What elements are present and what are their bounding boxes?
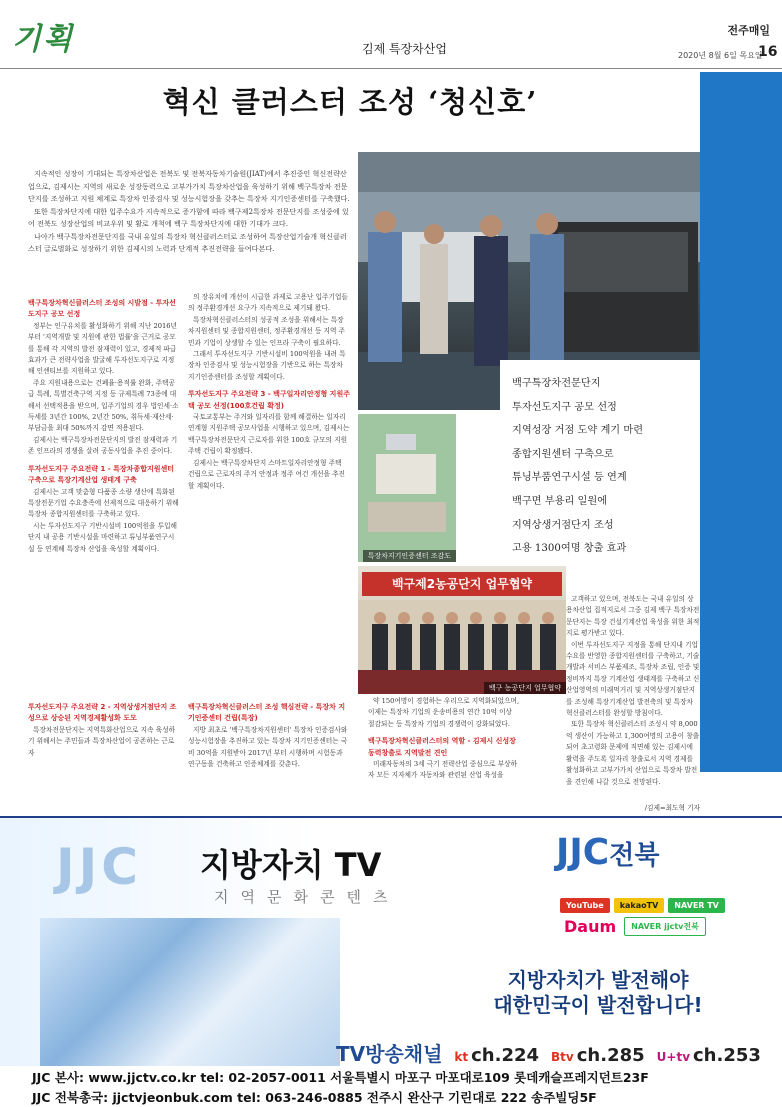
channel-number: ch.285 (576, 1045, 645, 1066)
lead-paragraph (28, 168, 350, 256)
paper-name: 전주매일 (727, 24, 770, 37)
body-column-5 (188, 696, 350, 812)
photo-scene (358, 414, 456, 562)
summary-list (512, 372, 700, 561)
ad-subtitle: 지역문화콘텐츠 (214, 888, 400, 906)
paragraph: 약 150여명이 경험하는 우리으로 지역화되었으며, 이제는 특장차 기업의 운송비용의 연간 10억 이상 절감되는 등 특장차 기업의 경쟁력이 강화되었다. (368, 697, 520, 728)
paragraph: 특장차전문단지는 지역특화산업으로 지속 육성하기 위해서는 주민들과 특장차산업이 공존하는 근로자 (28, 725, 176, 757)
jjc-right-text: JJC (556, 832, 610, 873)
body-column-2 (188, 292, 350, 694)
summary-line: 백구특장차전문단지 (512, 378, 601, 389)
ad-contacts (0, 1066, 782, 1107)
photo-caption: 특장차지기인증센터 조감도 (363, 550, 456, 562)
tv-channel-label: TV방송채널 (336, 1042, 443, 1066)
page-header (0, 0, 782, 72)
channel-btv (551, 1045, 645, 1066)
channel-number: ch.253 (693, 1045, 761, 1066)
jjc-right-sub: 전북 (609, 841, 660, 871)
subheading: 백구특장차혁신클러스터의 역할 - 김제시 신성장동력창출로 지역발전 견인 (368, 737, 516, 757)
summary-box (500, 360, 700, 576)
paragraph: 그래서 투자선도지구 기반시설비 100억원을 내려 특장차 인증검사 및 성능시험장을 기반으로 하는 특장차 지기인증센터를 조성할 계획이다. (188, 350, 346, 381)
channel-number: ch.224 (471, 1045, 540, 1066)
kt-logo: kt (454, 1050, 469, 1064)
summary-line: 고용 1300여명 창출 효과 (512, 543, 627, 555)
photo-scene (358, 566, 566, 694)
subheading: 백구특장차혁신클러스터 조성 핵심전략 - 특장차 지기인증센터 건립(특장) (188, 703, 346, 723)
lead-line: 나아가 백구특장차전문단지를 국내 유일의 특장차 혁신클러스터로 조성하여 특장산업기술개 혁신클러스터 글로벌화로 성장하기 위한 김제시의 노력과 단계적 추진전략을 들여다본다. (28, 231, 347, 253)
youtube-icon[interactable]: YouTube (560, 898, 610, 913)
paragraph: 미래자동차의 3세 극기 전략산업 중심으로 부상하자 모든 지자체가 자동차와 관련된 산업 육성을 (368, 760, 518, 780)
contact-line: JJC 전북총국: jjctvjeonbuk.com tel: 063-246-0885 전주시 완산구 기린대로 222 송주빌딩5F (32, 1090, 597, 1105)
paragraph: 국토교통부는 주거와 일자리를 함께 해결하는 일자리연계형 지원주택 공모사업을 시행하고 있으며, 김제시는 백구특장차전문단지 근로자를 위한 100호 규모의 지원주택 건립이 확정됐다. (188, 413, 350, 456)
subheading: 투자선도지구 주요전략 2 - 지역상생거점단지 조성으로 상승된 지역경제활성화 도모 (28, 703, 177, 723)
summary-line: 튜닝부품연구시설 등 연계 (512, 472, 627, 484)
paragraph: 김제시는 고객 맞춤형 다품종 소량 생산에 특화된 특장전문기업 수요충족에 선제적으로 대응하기 위해 특장차 종합지원센터를 구축하고 있다. (28, 487, 179, 519)
body-column-1 (28, 292, 180, 694)
body-column-7 (566, 594, 700, 810)
ad-title: 지방자치 TV (200, 846, 382, 884)
body-column-4 (28, 696, 180, 812)
body-column-6 (368, 696, 520, 812)
summary-line: 백구면 부용리 일원에 (512, 495, 608, 507)
blue-side-bar (700, 72, 782, 772)
subheading: 백구특장차혁신클러스터 조성의 시발점 - 투자선도지구 공모 선정 (28, 299, 176, 319)
contact-line: JJC 본사: www.jjctv.co.kr tel: 02-2057-0011 서울특별시 마포구 마포대로109 롯데캐슬프레지던트23F (32, 1070, 649, 1085)
photo-agreement-ceremony (358, 566, 566, 694)
daum-icon[interactable]: Daum (560, 917, 620, 936)
advertisement[interactable] (0, 816, 782, 1107)
summary-line: 지역성장 거점 도약 계기 마련 (512, 425, 644, 437)
photo-aerial-rendering (358, 414, 456, 562)
paragraph: 의 장유치에 개선이 시급한 과제로 고용난 입주기업들의 정주환경개선 요구가 지속적으로 제기돼 왔다. (188, 293, 348, 313)
publication-date: 2020년 8월 6일 목요일 (678, 51, 763, 60)
paragraph: 김제시는 백구특장차단지 스마트일자리안정형 주택 건립으로 근로자의 주거 안정과 정주 여건 개선을 추진할 계획이다. (188, 458, 346, 490)
paragraph: 지방 최초로 '백구특장차지원센터' 특장차 인증검사와 성능시험장을 추진하고 있는 특장차 지기인증센터는 국비 30억을 지원받아 2017년 부터 시행하며 시험동과 연구동을 건축하고 인증체계를 갖춘다. (188, 725, 348, 769)
summary-line: 종합지원센터 구축으로 (512, 448, 614, 460)
slogan-line: 대한민국이 발전합니다! (493, 993, 703, 1017)
btv-logo: Btv (551, 1050, 574, 1064)
slogan-line: 지방자치가 발전해야 (507, 968, 689, 992)
paragraph: 김제시는 백구특장차전문단지의 발전 잠재력과 기존 인프라의 경쟁을 살려 공동사업을 추진 중이다. (28, 435, 178, 456)
paragraph: 또한 특장차 혁신클러스터 조성시 약 8,000억 생산이 가능하고 1,300여명의 고용이 창출되어 초고령화 문제에 직면해 있는 김제시에 활력을 주도록 일자리 창출로서 지역 경제를 활성화하고 고부가가치 산업으로 특장차 발전을 견인해 나갈 것으로 전망된다. (566, 720, 700, 786)
ad-tv-collage (40, 918, 340, 1068)
jjc-logo-left: JJC (56, 838, 142, 896)
reporter-byline: /김제=최도혁 기자 (644, 804, 700, 812)
paragraph: 주요 지원내용으로는 건폐율·용적률 완화, 주택공급 특례, 특별건축구역 지정 등 규제특례 73종에 대해서 선택적용을 받으며, 입주기업의 경우 법인세·소득세를 3년간 100%, 2년간 50%, 취득세·재산세·부담금을 최대 50%까지 감면 적용된다. (28, 378, 179, 433)
kakaotv-icon[interactable]: kakaoTV (614, 898, 665, 913)
naver-jjctv-icon[interactable]: NAVER jjctv전북 (624, 917, 706, 936)
paragraph: 정부는 인구유치를 활성화하기 위해 지난 2016년부터 '지역개발 및 지원에 관한 법률'을 근거로 공모를 통해 각 지역의 발전 잠재력이 있고, 경제적 파급 효과가 큰 전략사업을 발굴해 투자선도지구로 지정해 인센티브를 지원하고 있다. (28, 321, 177, 376)
subheading: 투자선도지구 주요전략 1 - 특장차종합지원센터 구축으로 특장기계산업 생태계 구축 (28, 464, 175, 485)
tv-channel-list (336, 1038, 776, 1067)
ad-slogan (428, 968, 768, 1018)
paragraph: 시는 투자선도지구 기반시설비 100억원을 투입해 단지 내 공용 기반시설을 마련하고 튜닝부품연구시설 등 연계해 특장차 산업을 육성할 계획이다. (28, 521, 178, 553)
section-tag: 기획 (12, 22, 74, 57)
section-title: 김제 특장차산업 (362, 42, 447, 56)
lead-line: 또한 특장차단지에 대한 입주수요가 지속적으로 증가함에 따라 백구제2특장차 전문단지를 조성중에 있어 전북도 성장산업의 비교우위 및 활로 개척에 백구 특장차단지에 대한 기대가 크다. (28, 206, 349, 228)
jjc-jeonbuk-logo (556, 832, 659, 873)
photo-caption: 백구 농공단지 업무협약 (484, 682, 566, 694)
summary-line: 지역상생거점단지 조성 (512, 519, 614, 531)
channel-utv (657, 1045, 761, 1066)
channel-kt (454, 1045, 539, 1066)
subheading: 투자선도지구 주요전략 3 - 백구일자리안정형 지원주택 공모 선정(100호건립 확정) (188, 390, 350, 410)
navertv-icon[interactable]: NAVER TV (668, 898, 725, 913)
utv-logo: U+tv (656, 1050, 691, 1064)
paragraph: 특장차혁신클러스터의 성공적 조성을 위해서는 특장차지원센터 및 종합지원센터, 정주환경개선 등 지역 주민과 기업이 상생할 수 있는 인프라 구축이 필요하다. (188, 315, 346, 347)
page-number: 16 (758, 44, 778, 60)
paragraph: 이번 투자선도지구 지정을 통해 단지내 기업 수요를 반영한 종합지원센터를 구축하고, 기술개발과 서비스 부품제조, 특장차 조립, 인증 및 정비까지 특장 기계산업 생태계를 구축하고 신산업영역의 미래먹거리 및 지역상생거점단지를 조성해 특장기계산업 발전축의 및 특장차 혁신클러스터를 완성할 방침이다. (566, 640, 700, 718)
summary-line: 투자선도지구 공모 선정 (512, 401, 617, 413)
platform-logos (560, 898, 750, 936)
ceremony-banner: 백구제2농공단지 업무협약 (362, 572, 562, 596)
paragraph: 고객하고 있으며, 전북도는 국내 유일의 상용차산업 집적지로서 그중 김제 백구 특장차전문단지는 특장 건설기계산업 육성을 위한 최적지로 평가받고 있다. (566, 595, 700, 638)
header-divider (0, 68, 782, 69)
lead-line: 지속적인 성장이 기대되는 특장차산업은 전북도 및 전북자동차기술원(JIAT)에서 추진중인 혁신전략산업으로, 김제시는 지역의 새로운 성장동력으로 고부가가치 특장차산업을 육성하기 위해 백구특장차 전문단지를 조성하고 지원 체계로 특장차 인증검사 및 성능시험장을 갖추는 특장차 지기인증센터를 구축했다. (28, 169, 350, 203)
headline: 혁신 클러스터 조성 ‘청신호’ (162, 85, 538, 119)
